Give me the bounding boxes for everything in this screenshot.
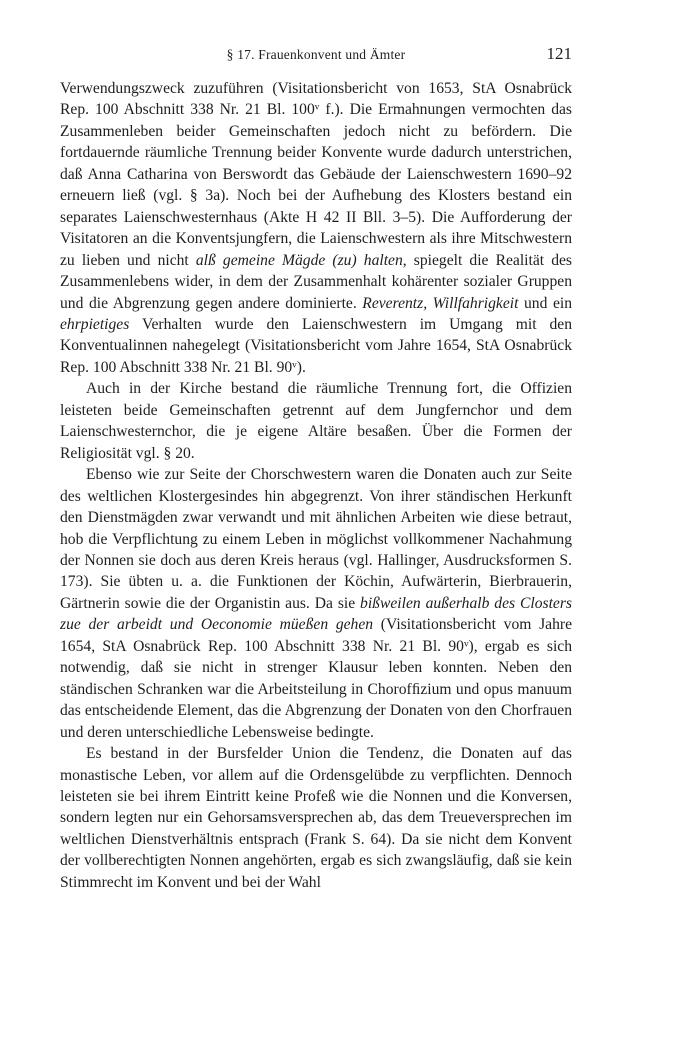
text-segment: Verhalten wurde den Laienschwestern im Umgang mit den Konventualinnen nahegelegt (Visitationsbericht vom Jahre 1654, StA Osnabrück Rep. 100 Abschnitt 338 Nr. 21 Bl. 90ᵛ). <box>60 315 572 376</box>
paragraph <box>60 464 572 743</box>
quoted-source-text: alß gemeine Mägde (zu) halten <box>195 251 403 269</box>
text-segment: (Visitationsbericht vom Jahre 1654, StA Osnabrück Rep. 100 Abschnitt 338 Nr. 21 Bl. 90ᵛ), ergab es sich notwendig, daß sie nicht in strenger Klausur leben konnten. Neben den ständischen Schranken war die Arbeitsteilung in Chorofﬁzium und opus manuum das entscheidende Element, das die Abgrenzung der Donaten von den Chorfrauen und deren unterschiedliche Lebensweise bedingte. <box>60 616 572 741</box>
text-segment: Auch in der Kirche bestand die räumliche Trennung fort, die Offizien leisteten beide Gemeinschaften getrennt auf dem Jungfernchor und dem Laienschwesternchor, die je eigene Altäre besaßen. Über die Formen der Religiosität vgl. § 20. <box>60 380 572 462</box>
page-number: 121 <box>546 44 572 63</box>
paragraph <box>60 78 572 378</box>
quoted-source-text: Reverentz, Willfahrigkeit <box>362 294 519 312</box>
text-segment: Es bestand in der Bursfelder Union die Tendenz, die Donaten auf das monastische Leben, vor allem auf die Ordensgelübde zu verpflichten. Dennoch leisteten sie bei ihrem Eintritt keine Profeß wie die Nonnen und die Konversen, sondern legten nur ein Gehorsamsversprechen ab, das dem Treueversprechen im weltlichen Dienstverhältnis entsprach (Frank S. 64). Da sie nicht dem Konvent der vollberechtigten Nonnen angehörten, ergab es sich zwangsläufig, daß sie kein Stimmrecht im Konvent und bei der Wahl <box>60 745 572 891</box>
paragraph <box>60 743 572 893</box>
running-head <box>60 44 572 66</box>
text-segment: Verwendungszweck zuzuführen (Visitationsbericht von 1653, StA Osnabrück Rep. 100 Abschnitt 338 Nr. 21 Bl. 100ᵛ f.). Die Ermahnungen vermochten das Zusammenleben beider Gemeinschaften jedoch nicht zu befördern. Die fortdauernde räumliche Trennung beider Konvente wurde dadurch unterstrichen, daß Anna Catharina von Berswordt das Gebäude der Laienschwestern 1690–92 erneuern ließ (vgl. § 3a). Noch bei der Aufhebung des Klosters bestand ein separates Laienschwesternhaus (Akte H 42 II Bll. 3–5). Die Aufforderung der Visitatoren an die Konventsjungfern, die Laienschwestern als ihre Mitschwestern zu lieben und nicht <box>60 80 572 269</box>
quoted-source-text: ehrpietiges <box>60 315 130 333</box>
text-segment: und ein <box>518 294 572 312</box>
body-text <box>60 78 572 893</box>
quoted-source-text: bißweilen außerhalb des Closters zue der arbeidt und Oeconomie müeßen gehen <box>60 594 572 634</box>
text-segment: Ebenso wie zur Seite der Chorschwestern waren die Donaten auch zur Seite des weltlichen Klostergesindes hin abgegrenzt. Von ihrer ständischen Herkunft den Dienstmägden zwar verwandt und mit ähnlichen Arbeiten wie diese betraut, hob die Verpflichtung zu einem Leben in möglichst vollkommener Nachahmung der Nonnen sie doch aus deren Kreis heraus (vgl. Hallinger, Ausdrucksformen S. 173). Sie übten u. a. die Funktionen der Köchin, Aufwärterin, Bierbrauerin, Gärtnerin sowie die der Organistin aus. Da sie <box>60 466 572 612</box>
paragraph <box>60 378 572 464</box>
running-title: § 17. Frauenkonvent und Ämter <box>226 47 406 62</box>
text-segment: , spiegelt die Realität des Zusammenlebens wider, in dem der Zusammenhalt kohärenter sozialer Gruppen und die Abgrenzung gegen andere dominierte. <box>60 251 572 312</box>
